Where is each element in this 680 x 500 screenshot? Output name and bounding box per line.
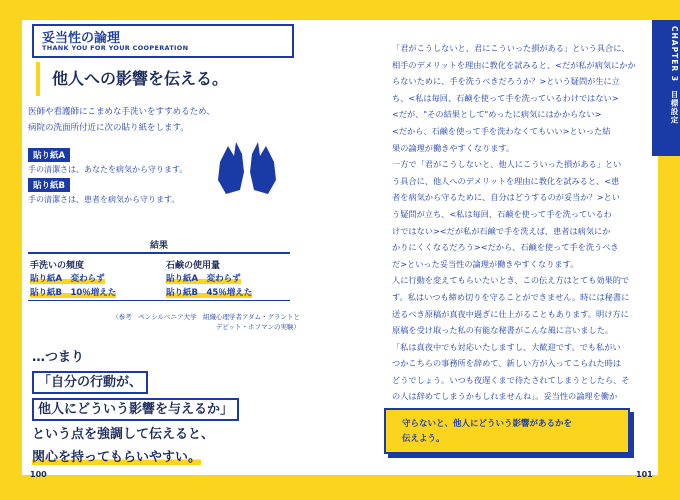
callout-text [402, 417, 572, 447]
summary-line-3: 他人にどういう影響を与えるか」 [32, 398, 239, 421]
body-line: 一方で「君がこうしないと、他人にこういった損がある」とい [392, 159, 622, 170]
body-line: 果の論理が働きやすくなります。 [392, 142, 515, 153]
result-bottom-divider [28, 300, 290, 301]
summary-block [32, 346, 239, 469]
body-line: かりにくくなるだろう><だから、石鹸を使って手を洗うべき [392, 242, 619, 253]
callout-box [384, 408, 630, 454]
sign-b-text: 手の清潔さは、患者を病気から守ります。 [28, 195, 180, 204]
callout-line-2: 伝えよう。 [402, 434, 445, 444]
right-body-text [392, 40, 640, 422]
col1-row-a: 貼り紙A 変わらず [30, 274, 105, 284]
col1-row-b: 貼り紙B 10％増えた [30, 288, 117, 298]
callout-line-1: 守らないと、他人にどういう影響があるかを [402, 419, 573, 429]
body-line: 相手のデメリットを理由に教化を試みると、<だが私が病気にかか [392, 59, 636, 70]
page-heading: 他人への影響を伝える。 [52, 69, 229, 88]
body-line: 人に行動を変えてもらいたいとき、この伝え方はとても効果的で [392, 275, 630, 286]
intro-line-1: 医師や看護師にこまめな手洗いをすすめるため、 [28, 107, 215, 117]
col1-header: 手洗いの頻度 [30, 261, 85, 271]
section-title-box [32, 24, 294, 58]
section-subtitle: THANK YOU FOR YOUR COOPERATION [42, 44, 189, 52]
body-line: う疑問が立ち、<私は毎回、石鹸を使って手を洗っているわ [392, 208, 612, 219]
col2-row-b: 貼り紙B 45％増えた [166, 288, 253, 298]
result-title: 結果 [149, 241, 168, 251]
body-line: う具合に、他人へのデメリットを理由に教化を試みると、<患 [392, 175, 620, 186]
body-line: 送るべき原稿が真夜中過ぎに仕上がることもあります。明け方に [392, 308, 629, 319]
summary-line-4: という点を強調して伝えると、 [32, 427, 215, 442]
body-line: 原稿を受け取った私の有能な秘書がこんな風に言いました。 [392, 325, 614, 336]
reference-line-2: デビット・ホフマンの実験） [215, 323, 300, 331]
summary-line-2: 「自分の行動が、 [32, 371, 148, 394]
body-line: だ>といった妥当性の論理が働きやすくなります。 [392, 258, 579, 269]
sign-b-label: 貼り紙B [28, 178, 70, 192]
body-line: 「君がこうしないと、君にこういった損がある」という具合に、 [392, 43, 630, 53]
sign-a-text: 手の清潔さは、あなたを病気から守ります。 [28, 165, 188, 174]
reference-line-1: （参考 ペンシルベニア大学 組織心理学者アダム・グラントと [112, 313, 300, 321]
body-line: どうでしょう。いつも夜遅くまで待たされてしまうとしたら、そ [392, 374, 630, 385]
heading-accent-bar [36, 62, 40, 96]
summary-line-5: 関心を持ってもらいやすい。 [32, 450, 202, 465]
chapter-label: CHAPTER 3 目標設定 [670, 26, 679, 125]
body-line: 者を病気から守るために、自分はどうするのが妥当か？>とい [392, 192, 620, 203]
hands-icon [212, 132, 282, 206]
intro-line-2: 病院の洗面所付近に次の貼り紙をします。 [28, 123, 189, 133]
page-number-left: 100 [30, 470, 47, 479]
reference-note [100, 312, 300, 332]
col2-header: 石鹸の使用量 [166, 261, 221, 271]
col2-row-a: 貼り紙A 変わらず [166, 274, 241, 284]
sign-a-label: 貼り紙A [28, 148, 70, 162]
body-line: けではない><だが私が石鹸で手を洗えば、患者は病気にか [392, 225, 611, 236]
summary-line-1: …つまり [32, 350, 85, 365]
body-line: の人は辞めてしまうかもしれませんね」。妥当性の論理を働か [392, 391, 618, 402]
body-line: す。私はいつも締め切りを守ることができません。時には秘書に [392, 291, 630, 302]
body-line: ち、<私は毎回、石鹸を使って手を洗っているわけではない> [392, 92, 619, 103]
page-number-right: 101 [636, 470, 653, 479]
body-line: つかこちらの事務所を辞めて、新しい方が入ってこられた時は [392, 358, 622, 369]
body-line: <だが、"その結果として"めったに病気にはかからない> [392, 109, 602, 120]
body-line: 「私は真夜中でも対応いたしますし、大歓迎です。でも私がい [392, 341, 621, 352]
body-line: <だから、石鹸を使って手を洗わなくてもいい>といった結 [392, 125, 611, 136]
result-divider [28, 252, 290, 254]
section-title: 妥当性の論理 [42, 31, 121, 46]
body-line: らないために、手を洗うべきだろうか？>という疑問が生に立 [392, 76, 620, 87]
